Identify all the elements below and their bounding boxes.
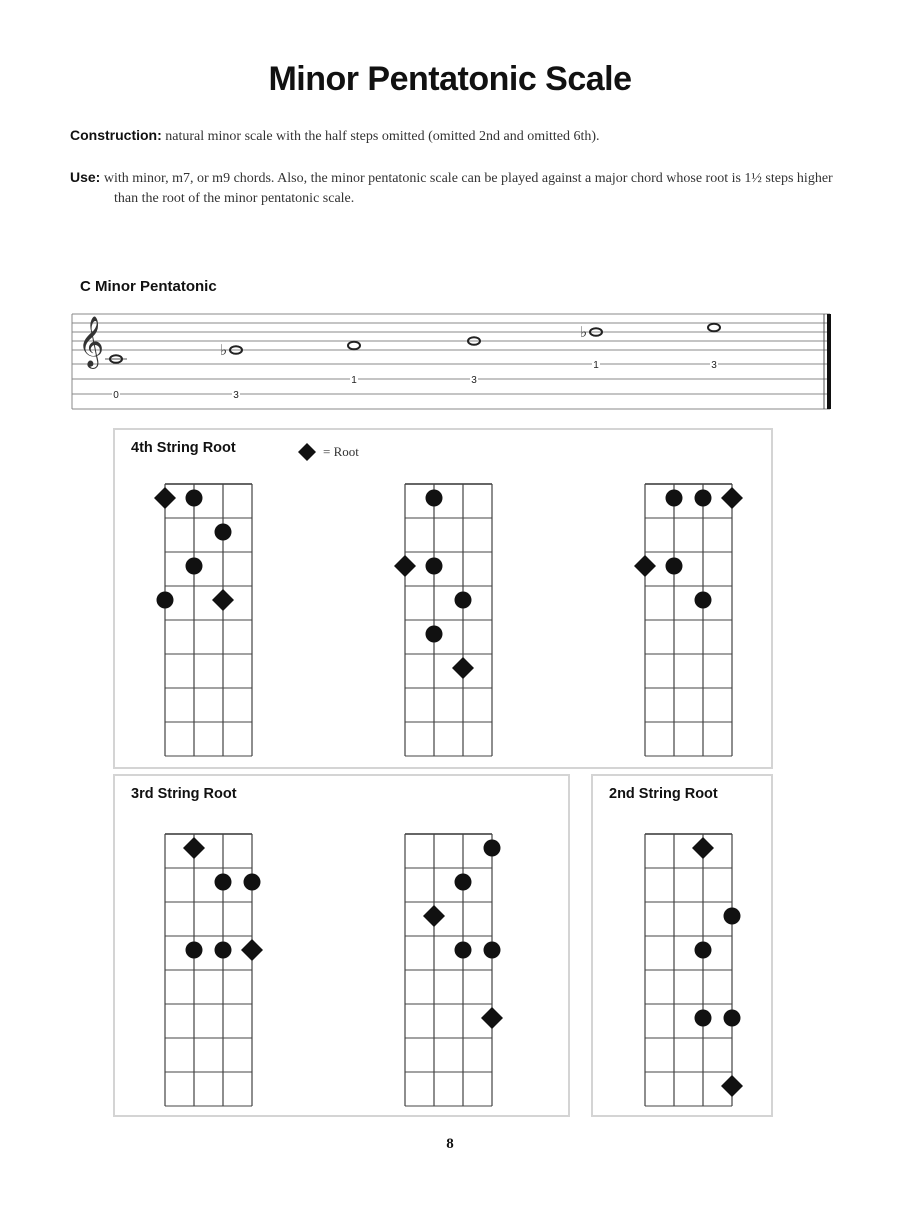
scale-dot xyxy=(666,490,683,507)
scale-dot xyxy=(724,1010,741,1027)
fretboard-diagram xyxy=(386,478,510,760)
flat-sign: ♭ xyxy=(580,323,588,341)
tab-number: 3 xyxy=(471,375,477,386)
fretboard-diagram xyxy=(626,828,750,1110)
scale-dot xyxy=(484,942,501,959)
scale-dot xyxy=(484,840,501,857)
scale-dot xyxy=(244,874,261,891)
scale-dot xyxy=(215,524,232,541)
whole-note-head xyxy=(348,342,360,350)
use-paragraph xyxy=(70,167,844,209)
treble-clef: 𝄞 xyxy=(78,316,105,367)
root-diamond xyxy=(721,487,743,509)
scale-dot xyxy=(157,592,174,609)
scale-dot xyxy=(426,490,443,507)
root-diamond xyxy=(183,837,205,859)
root-diamond xyxy=(212,589,234,611)
scale-dot xyxy=(426,558,443,575)
scale-dot xyxy=(455,942,472,959)
fretboard-diagram xyxy=(146,478,270,760)
root-legend xyxy=(297,442,359,462)
root-diamond xyxy=(452,657,474,679)
scale-dot xyxy=(724,908,741,925)
use-text: with minor, m7, or m9 chords. Also, the minor pentatonic scale can be played against a major chord whose root is 1½ steps higher than the root of the minor pentatonic scale. xyxy=(103,171,833,206)
scale-dot xyxy=(186,490,203,507)
scale-title: C Minor Pentatonic xyxy=(80,278,217,295)
root-diamond xyxy=(154,487,176,509)
notation-tab-staff xyxy=(0,300,900,422)
scale-note xyxy=(708,324,720,332)
fretboard-diagram xyxy=(146,828,270,1110)
section-title: 4th String Root xyxy=(131,440,236,456)
tab-number: 1 xyxy=(593,360,599,371)
diamond-icon xyxy=(297,442,317,462)
scale-dot xyxy=(695,490,712,507)
whole-note-head xyxy=(708,324,720,332)
tab-number: 3 xyxy=(233,390,239,401)
scale-dot xyxy=(455,874,472,891)
scale-dot xyxy=(215,874,232,891)
root-diamond xyxy=(241,939,263,961)
scale-note xyxy=(348,342,360,350)
tab-number: 3 xyxy=(711,360,717,371)
section-title: 3rd String Root xyxy=(131,786,237,802)
use-label: Use: xyxy=(70,169,101,185)
barline-final xyxy=(827,314,831,409)
root-diamond xyxy=(394,555,416,577)
construction-text: natural minor scale with the half steps omitted (omitted 2nd and omitted 6th). xyxy=(165,129,600,144)
scale-dot xyxy=(186,558,203,575)
construction-paragraph xyxy=(70,125,830,147)
legend-text: = Root xyxy=(323,444,359,459)
section-title: 2nd String Root xyxy=(609,786,718,802)
root-diamond xyxy=(423,905,445,927)
page-number: 8 xyxy=(446,1136,454,1152)
scale-dot xyxy=(695,592,712,609)
scale-dot xyxy=(215,942,232,959)
flat-sign: ♭ xyxy=(220,341,228,359)
root-diamond xyxy=(692,837,714,859)
construction-label: Construction: xyxy=(70,127,162,143)
scale-dot xyxy=(426,626,443,643)
fretboard-diagram xyxy=(386,828,510,1110)
tab-number: 0 xyxy=(113,390,119,401)
root-diamond xyxy=(634,555,656,577)
scale-note xyxy=(105,355,127,363)
fretboard-diagram xyxy=(626,478,750,760)
root-diamond xyxy=(481,1007,503,1029)
scale-dot xyxy=(695,942,712,959)
scale-dot xyxy=(695,1010,712,1027)
page-title: Minor Pentatonic Scale xyxy=(268,60,632,98)
tab-number: 1 xyxy=(351,375,357,386)
scale-dot xyxy=(455,592,472,609)
root-diamond xyxy=(721,1075,743,1097)
scale-dot xyxy=(666,558,683,575)
scale-dot xyxy=(186,942,203,959)
